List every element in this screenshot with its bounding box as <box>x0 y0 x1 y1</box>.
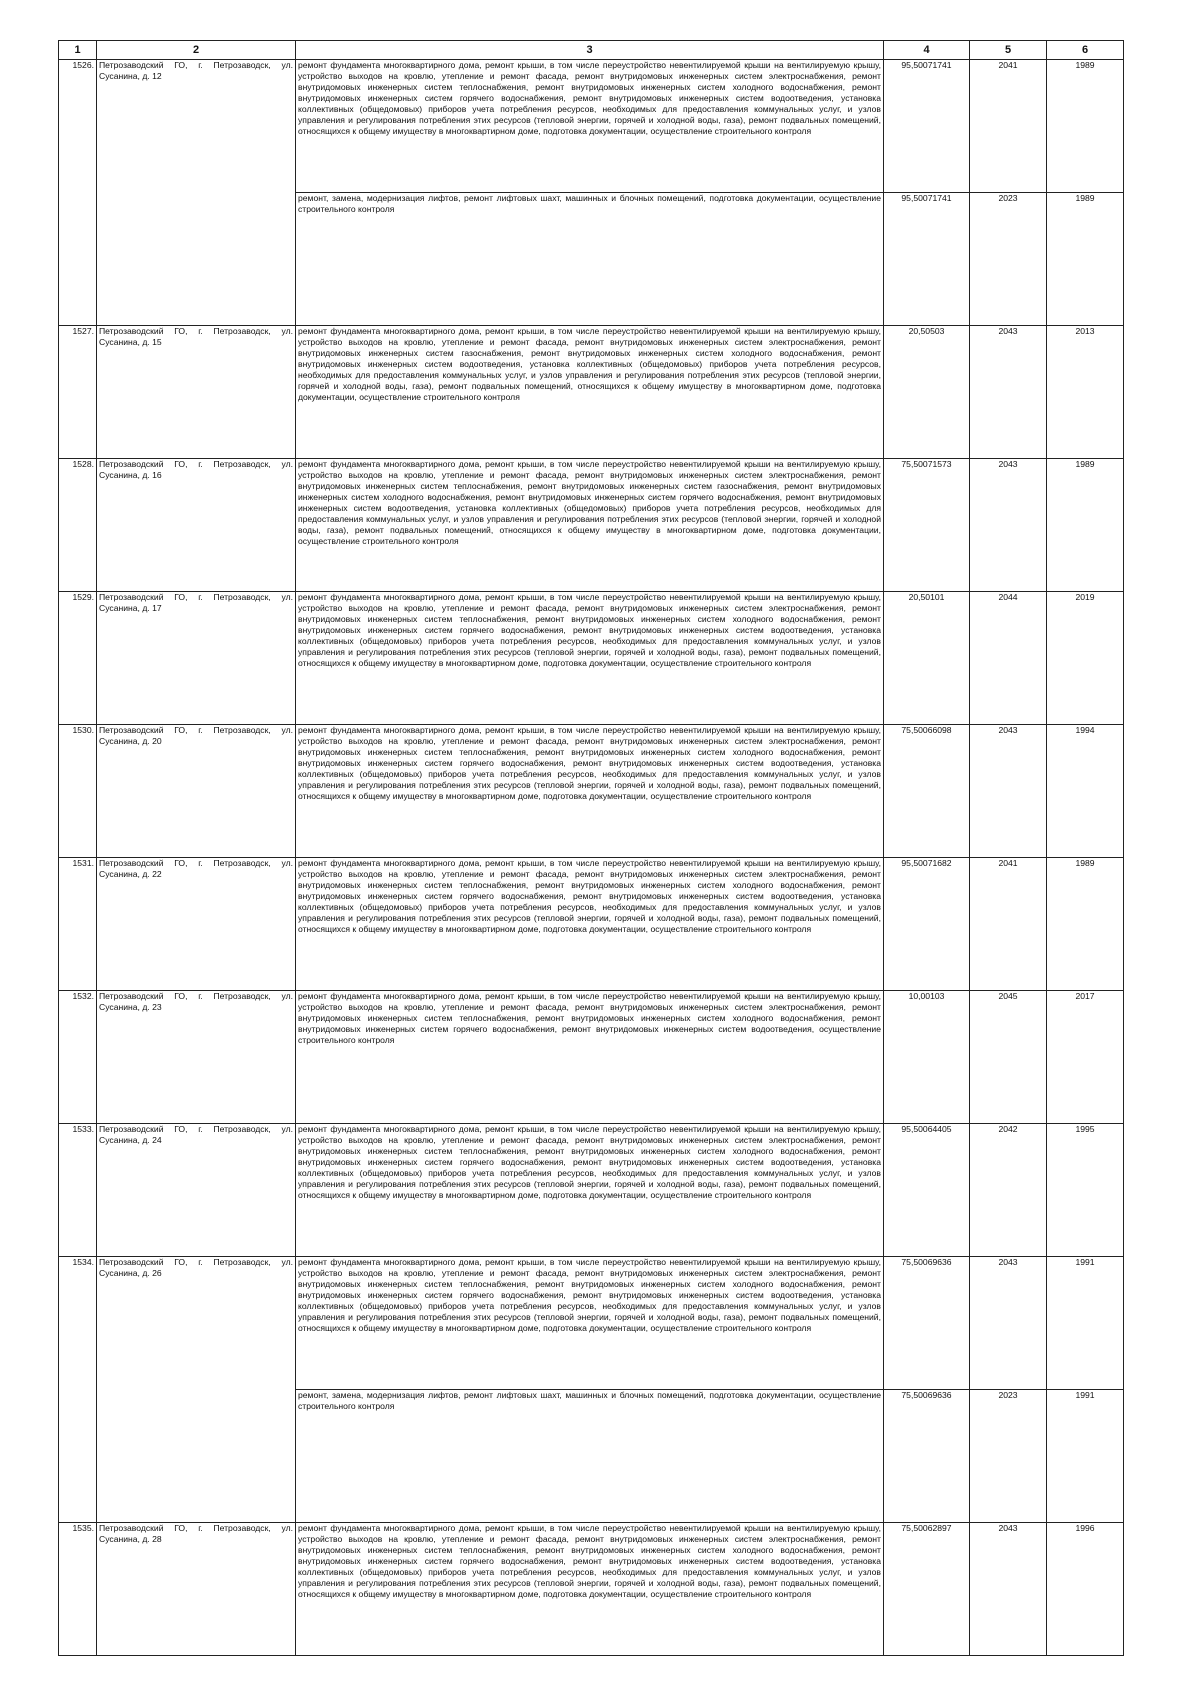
column-header: 5 <box>970 41 1047 60</box>
built-year-cell: 1989 <box>1047 193 1124 326</box>
row-number: 1530. <box>59 725 97 858</box>
year-cell: 2041 <box>970 60 1047 193</box>
register-table <box>58 40 1124 1656</box>
work-description-cell: ремонт фундамента многоквартирного дома, ремонт крыши, в том числе переустройство невентилируемой крыши на вентилируемую крышу, устройство выходов на кровлю, утепление и ремонт фасада, ремонт внутридомовых инженерных систем электроснабжения, ремонт внутридомовых инженерных систем теплоснабжения, ремонт внутридомовых инженерных систем холодного водоснабжения, ремонт внутридомовых инженерных систем горячего водоснабжения, ремонт внутридомовых инженерных систем водоотведения, установка коллективных (общедомовых) приборов учета потребления ресурсов, необходимых для предоставления коммунальных услуг, и узлов управления и регулирования потребления этих ресурсов (тепловой энергии, горячей и холодной воды, газа), ремонт подвальных помещений, относящихся к общему имуществу в многоквартирном доме, подготовка документации, осуществление строительного контроля <box>296 858 884 991</box>
built-year-cell: 1989 <box>1047 858 1124 991</box>
built-year-cell: 1994 <box>1047 725 1124 858</box>
table-row <box>59 459 1124 592</box>
built-year-cell: 1991 <box>1047 1390 1124 1523</box>
work-description-cell: ремонт, замена, модернизация лифтов, ремонт лифтовых шахт, машинных и блочных помещений, подготовка документации, осуществление строительного контроля <box>296 193 884 326</box>
address-cell: Петрозаводский ГО, г. Петрозаводск, ул. Сусанина, д. 15 <box>97 326 296 459</box>
column-header: 6 <box>1047 41 1124 60</box>
work-description-cell: ремонт фундамента многоквартирного дома, ремонт крыши, в том числе переустройство невентилируемой крыши на вентилируемую крышу, устройство выходов на кровлю, утепление и ремонт фасада, ремонт внутридомовых инженерных систем электроснабжения, ремонт внутридомовых инженерных систем теплоснабжения, ремонт внутридомовых инженерных систем холодного водоснабжения, ремонт внутридомовых инженерных систем горячего водоснабжения, ремонт внутридомовых инженерных систем водоотведения, установка коллективных (общедомовых) приборов учета потребления ресурсов, необходимых для предоставления коммунальных услуг, и узлов управления и регулирования потребления этих ресурсов (тепловой энергии, горячей и холодной воды, газа), ремонт подвальных помещений, относящихся к общему имуществу в многоквартирном доме, подготовка документации, осуществление строительного контроля <box>296 60 884 193</box>
work-description-cell: ремонт фундамента многоквартирного дома, ремонт крыши, в том числе переустройство невентилируемой крыши на вентилируемую крышу, устройство выходов на кровлю, утепление и ремонт фасада, ремонт внутридомовых инженерных систем электроснабжения, ремонт внутридомовых инженерных систем теплоснабжения, ремонт внутридомовых инженерных систем холодного водоснабжения, ремонт внутридомовых инженерных систем горячего водоснабжения, ремонт внутридомовых инженерных систем водоотведения, осуществление строительного контроля <box>296 991 884 1124</box>
value-cell: 75,50069636 <box>884 1390 970 1523</box>
address-cell: Петрозаводский ГО, г. Петрозаводск, ул. Сусанина, д. 20 <box>97 725 296 858</box>
year-cell: 2043 <box>970 725 1047 858</box>
value-cell: 20,50101 <box>884 592 970 725</box>
work-description-cell: ремонт фундамента многоквартирного дома, ремонт крыши, в том числе переустройство невентилируемой крыши на вентилируемую крышу, устройство выходов на кровлю, утепление и ремонт фасада, ремонт внутридомовых инженерных систем электроснабжения, ремонт внутридомовых инженерных систем теплоснабжения, ремонт внутридомовых инженерных систем холодного водоснабжения, ремонт внутридомовых инженерных систем горячего водоснабжения, ремонт внутридомовых инженерных систем водоотведения, установка коллективных (общедомовых) приборов учета потребления ресурсов, необходимых для предоставления коммунальных услуг, и узлов управления и регулирования потребления этих ресурсов (тепловой энергии, горячей и холодной воды, газа), ремонт подвальных помещений, относящихся к общему имуществу в многоквартирном доме, подготовка документации, осуществление строительного контроля <box>296 1523 884 1656</box>
table-row <box>59 1523 1124 1656</box>
value-cell: 75,50071573 <box>884 459 970 592</box>
table-header <box>59 41 1124 60</box>
column-header: 1 <box>59 41 97 60</box>
row-number: 1534. <box>59 1257 97 1523</box>
year-cell: 2041 <box>970 858 1047 991</box>
built-year-cell: 2019 <box>1047 592 1124 725</box>
built-year-cell: 2013 <box>1047 326 1124 459</box>
row-number: 1526. <box>59 60 97 326</box>
row-number: 1527. <box>59 326 97 459</box>
value-cell: 75,50062897 <box>884 1523 970 1656</box>
column-header: 4 <box>884 41 970 60</box>
value-cell: 95,50071741 <box>884 193 970 326</box>
work-description-cell: ремонт фундамента многоквартирного дома, ремонт крыши, в том числе переустройство невентилируемой крыши на вентилируемую крышу, устройство выходов на кровлю, утепление и ремонт фасада, ремонт внутридомовых инженерных систем электроснабжения, ремонт внутридомовых инженерных систем газоснабжения, ремонт внутридомовых инженерных систем холодного водоснабжения, ремонт внутридомовых инженерных систем водоотведения, установка коллективных (общедомовых) приборов учета потребления ресурсов, необходимых для предоставления коммунальных услуг, и узлов управления и регулирования потребления этих ресурсов (тепловой энергии, горячей и холодной воды, газа), ремонт подвальных помещений, относящихся к общему имуществу в многоквартирном доме, подготовка документации, осуществление строительного контроля <box>296 326 884 459</box>
table-row <box>59 858 1124 991</box>
row-number: 1532. <box>59 991 97 1124</box>
value-cell: 95,50071682 <box>884 858 970 991</box>
address-cell: Петрозаводский ГО, г. Петрозаводск, ул. Сусанина, д. 16 <box>97 459 296 592</box>
work-description-cell: ремонт фундамента многоквартирного дома, ремонт крыши, в том числе переустройство невентилируемой крыши на вентилируемую крышу, устройство выходов на кровлю, утепление и ремонт фасада, ремонт внутридомовых инженерных систем электроснабжения, ремонт внутридомовых инженерных систем теплоснабжения, ремонт внутридомовых инженерных систем холодного водоснабжения, ремонт внутридомовых инженерных систем горячего водоснабжения, ремонт внутридомовых инженерных систем водоотведения, установка коллективных (общедомовых) приборов учета потребления ресурсов, необходимых для предоставления коммунальных услуг, и узлов управления и регулирования потребления этих ресурсов (тепловой энергии, горячей и холодной воды, газа), ремонт подвальных помещений, относящихся к общему имуществу в многоквартирном доме, подготовка документации, осуществление строительного контроля <box>296 725 884 858</box>
built-year-cell: 1991 <box>1047 1257 1124 1390</box>
year-cell: 2044 <box>970 592 1047 725</box>
work-description-cell: ремонт фундамента многоквартирного дома, ремонт крыши, в том числе переустройство невентилируемой крыши на вентилируемую крышу, устройство выходов на кровлю, утепление и ремонт фасада, ремонт внутридомовых инженерных систем электроснабжения, ремонт внутридомовых инженерных систем теплоснабжения, ремонт внутридомовых инженерных систем холодного водоснабжения, ремонт внутридомовых инженерных систем горячего водоснабжения, ремонт внутридомовых инженерных систем водоотведения, установка коллективных (общедомовых) приборов учета потребления ресурсов, необходимых для предоставления коммунальных услуг, и узлов управления и регулирования потребления этих ресурсов (тепловой энергии, горячей и холодной воды, газа), ремонт подвальных помещений, относящихся к общему имуществу в многоквартирном доме, подготовка документации, осуществление строительного контроля <box>296 1124 884 1257</box>
work-description-cell: ремонт фундамента многоквартирного дома, ремонт крыши, в том числе переустройство невентилируемой крыши на вентилируемую крышу, устройство выходов на кровлю, утепление и ремонт фасада, ремонт внутридомовых инженерных систем электроснабжения, ремонт внутридомовых инженерных систем теплоснабжения, ремонт внутридомовых инженерных систем холодного водоснабжения, ремонт внутридомовых инженерных систем горячего водоснабжения, ремонт внутридомовых инженерных систем водоотведения, установка коллективных (общедомовых) приборов учета потребления ресурсов, необходимых для предоставления коммунальных услуг, и узлов управления и регулирования потребления этих ресурсов (тепловой энергии, горячей и холодной воды, газа), ремонт подвальных помещений, относящихся к общему имуществу в многоквартирном доме, подготовка документации, осуществление строительного контроля <box>296 1257 884 1390</box>
built-year-cell: 1989 <box>1047 60 1124 193</box>
built-year-cell: 2017 <box>1047 991 1124 1124</box>
built-year-cell: 1995 <box>1047 1124 1124 1257</box>
table-row <box>59 1124 1124 1257</box>
address-cell: Петрозаводский ГО, г. Петрозаводск, ул. Сусанина, д. 23 <box>97 991 296 1124</box>
column-header: 2 <box>97 41 296 60</box>
year-cell: 2042 <box>970 1124 1047 1257</box>
column-header: 3 <box>296 41 884 60</box>
address-cell: Петрозаводский ГО, г. Петрозаводск, ул. Сусанина, д. 12 <box>97 60 296 326</box>
value-cell: 20,50503 <box>884 326 970 459</box>
table-row <box>59 326 1124 459</box>
year-cell: 2045 <box>970 991 1047 1124</box>
row-number: 1535. <box>59 1523 97 1656</box>
value-cell: 95,50064405 <box>884 1124 970 1257</box>
year-cell: 2043 <box>970 1523 1047 1656</box>
address-cell: Петрозаводский ГО, г. Петрозаводск, ул. Сусанина, д. 28 <box>97 1523 296 1656</box>
table-body <box>59 60 1124 1656</box>
row-number: 1531. <box>59 858 97 991</box>
work-description-cell: ремонт, замена, модернизация лифтов, ремонт лифтовых шахт, машинных и блочных помещений, подготовка документации, осуществление строительного контроля <box>296 1390 884 1523</box>
row-number: 1529. <box>59 592 97 725</box>
table-row <box>59 991 1124 1124</box>
value-cell: 75,50069636 <box>884 1257 970 1390</box>
row-number: 1533. <box>59 1124 97 1257</box>
built-year-cell: 1989 <box>1047 459 1124 592</box>
work-description-cell: ремонт фундамента многоквартирного дома, ремонт крыши, в том числе переустройство невентилируемой крыши на вентилируемую крышу, устройство выходов на кровлю, утепление и ремонт фасада, ремонт внутридомовых инженерных систем электроснабжения, ремонт внутридомовых инженерных систем теплоснабжения, ремонт внутридомовых инженерных систем газоснабжения, ремонт внутридомовых инженерных систем холодного водоснабжения, ремонт внутридомовых инженерных систем горячего водоснабжения, ремонт внутридомовых инженерных систем водоотведения, установка коллективных (общедомовых) приборов учета потребления ресурсов, необходимых для предоставления коммунальных услуг, и узлов управления и регулирования потребления этих ресурсов (тепловой энергии, горячей и холодной воды, газа), ремонт подвальных помещений, относящихся к общему имуществу в многоквартирном доме, подготовка документации, осуществление строительного контроля <box>296 459 884 592</box>
table-row <box>59 1257 1124 1390</box>
value-cell: 10,00103 <box>884 991 970 1124</box>
work-description-cell: ремонт фундамента многоквартирного дома, ремонт крыши, в том числе переустройство невентилируемой крыши на вентилируемую крышу, устройство выходов на кровлю, утепление и ремонт фасада, ремонт внутридомовых инженерных систем электроснабжения, ремонт внутридомовых инженерных систем теплоснабжения, ремонт внутридомовых инженерных систем холодного водоснабжения, ремонт внутридомовых инженерных систем горячего водоснабжения, ремонт внутридомовых инженерных систем водоотведения, установка коллективных (общедомовых) приборов учета потребления ресурсов, необходимых для предоставления коммунальных услуг, и узлов управления и регулирования потребления этих ресурсов (тепловой энергии, горячей и холодной воды, газа), ремонт подвальных помещений, относящихся к общему имуществу в многоквартирном доме, подготовка документации, осуществление строительного контроля <box>296 592 884 725</box>
header-row <box>59 41 1124 60</box>
built-year-cell: 1996 <box>1047 1523 1124 1656</box>
value-cell: 75,50066098 <box>884 725 970 858</box>
address-cell: Петрозаводский ГО, г. Петрозаводск, ул. Сусанина, д. 24 <box>97 1124 296 1257</box>
address-cell: Петрозаводский ГО, г. Петрозаводск, ул. Сусанина, д. 17 <box>97 592 296 725</box>
table-row <box>59 592 1124 725</box>
table-row <box>59 725 1124 858</box>
year-cell: 2043 <box>970 326 1047 459</box>
year-cell: 2023 <box>970 1390 1047 1523</box>
year-cell: 2023 <box>970 193 1047 326</box>
row-number: 1528. <box>59 459 97 592</box>
address-cell: Петрозаводский ГО, г. Петрозаводск, ул. Сусанина, д. 26 <box>97 1257 296 1523</box>
table-row <box>59 60 1124 193</box>
value-cell: 95,50071741 <box>884 60 970 193</box>
document-page <box>58 40 1123 1656</box>
address-cell: Петрозаводский ГО, г. Петрозаводск, ул. Сусанина, д. 22 <box>97 858 296 991</box>
year-cell: 2043 <box>970 459 1047 592</box>
year-cell: 2043 <box>970 1257 1047 1390</box>
